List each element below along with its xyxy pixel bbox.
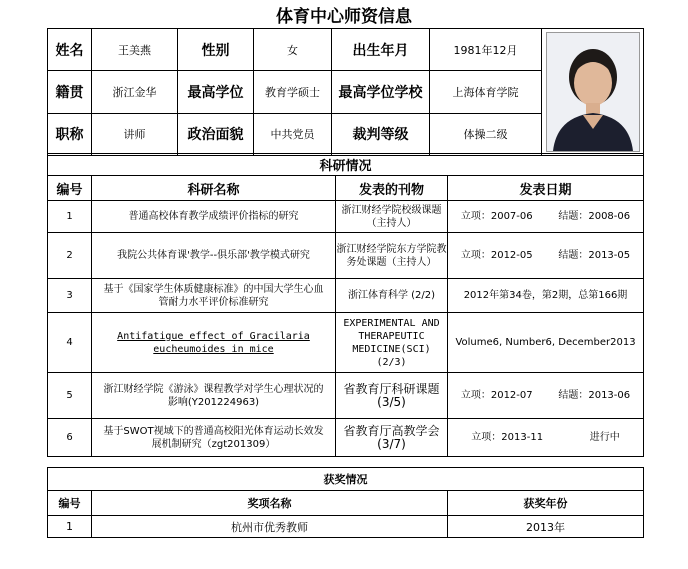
row-number: 1: [48, 201, 92, 233]
research-section-title: 科研情况: [48, 154, 644, 176]
row-number: 1: [48, 516, 92, 538]
political-value: 中共党员: [254, 113, 332, 155]
native-label: 籍贯: [48, 71, 92, 113]
table-row: [48, 233, 644, 279]
awards-header-no: 编号: [48, 491, 92, 516]
research-journal: 省教育厅高教学会 (3/7): [336, 419, 448, 457]
table-row: [48, 419, 644, 457]
portrait-photo: [546, 32, 640, 152]
research-table: [47, 153, 644, 457]
research-name: 我院公共体育课'教学--俱乐部'教学模式研究: [92, 233, 336, 279]
research-header-date: 发表日期: [448, 176, 644, 201]
table-row: [48, 201, 644, 233]
date-end: 进行中: [589, 432, 620, 443]
date-end: 结题：2013-05: [558, 250, 631, 261]
native-value: 浙江金华: [92, 71, 178, 113]
research-name: 普通高校体育教学成绩评价指标的研究: [92, 201, 336, 233]
research-journal: 省教育厅科研课题 (3/5): [336, 373, 448, 419]
photo-cell: [542, 29, 644, 156]
research-date: [448, 233, 644, 279]
row-number: 2: [48, 233, 92, 279]
title-value: 讲师: [92, 113, 178, 155]
degree-label: 最高学位: [178, 71, 254, 113]
awards-section-title: 获奖情况: [48, 468, 644, 491]
research-name: Antifatigue effect of Gracilaria eucheumoides in mice: [92, 313, 336, 373]
row-number: 5: [48, 373, 92, 419]
award-name: 杭州市优秀教师: [92, 516, 448, 538]
research-journal: EXPERIMENTAL AND THERAPEUTIC MEDICINE(SCI) (2/3): [336, 313, 448, 373]
table-row: [48, 279, 644, 313]
birth-label: 出生年月: [332, 29, 430, 71]
row-number: 4: [48, 313, 92, 373]
row-number: 6: [48, 419, 92, 457]
research-header-journal: 发表的刊物: [336, 176, 448, 201]
referee-value: 体操二级: [430, 113, 542, 155]
date-start: 立项：2012-05: [460, 250, 533, 261]
research-journal: 浙江体育科学 (2/2): [336, 279, 448, 313]
date-start: 立项：2013-11: [471, 432, 544, 443]
date-end: 结题：2008-06: [558, 211, 631, 222]
name-value: 王美燕: [92, 29, 178, 71]
research-header-no: 编号: [48, 176, 92, 201]
date-end: 结题：2013-06: [558, 390, 631, 401]
research-name: 浙江财经学院《游泳》课程教学对学生心理状况的影响(Y201224963): [92, 373, 336, 419]
page-title: 体育中心师资信息: [276, 7, 412, 27]
date-start: 立项：2012-07: [460, 390, 533, 401]
research-journal: 浙江财经学院东方学院教务处课题（主持人）: [336, 233, 448, 279]
research-name: 基于《国家学生体质健康标准》的中国大学生心血管耐力水平评价标准研究: [92, 279, 336, 313]
awards-table: [47, 467, 644, 538]
row-number: 3: [48, 279, 92, 313]
gender-value: 女: [254, 29, 332, 71]
award-year: 2013年: [448, 516, 644, 538]
research-name: 基于SWOT视域下的普通高校阳光体育运动长效发展机制研究（zgt201309）: [92, 419, 336, 457]
awards-header-year: 获奖年份: [448, 491, 644, 516]
table-row: [48, 516, 644, 538]
table-row: [48, 313, 644, 373]
research-date: [448, 373, 644, 419]
awards-header-name: 奖项名称: [92, 491, 448, 516]
date-start: 立项：2007-06: [460, 211, 533, 222]
degree-value: 教育学硕士: [254, 71, 332, 113]
research-journal: 浙江财经学院校级课题（主持人）: [336, 201, 448, 233]
research-date: 2012年第34卷，第2期，总第166期: [448, 279, 644, 313]
school-label: 最高学位学校: [332, 71, 430, 113]
gender-label: 性别: [178, 29, 254, 71]
research-date: [448, 419, 644, 457]
profile-table: [47, 28, 644, 156]
table-row: [48, 373, 644, 419]
school-value: 上海体育学院: [430, 71, 542, 113]
research-date: [448, 201, 644, 233]
political-label: 政治面貌: [178, 113, 254, 155]
referee-label: 裁判等级: [332, 113, 430, 155]
research-header-name: 科研名称: [92, 176, 336, 201]
name-label: 姓名: [48, 29, 92, 71]
title-label: 职称: [48, 113, 92, 155]
research-date: Volume6, Number6, December2013: [448, 313, 644, 373]
birth-value: 1981年12月: [430, 29, 542, 71]
